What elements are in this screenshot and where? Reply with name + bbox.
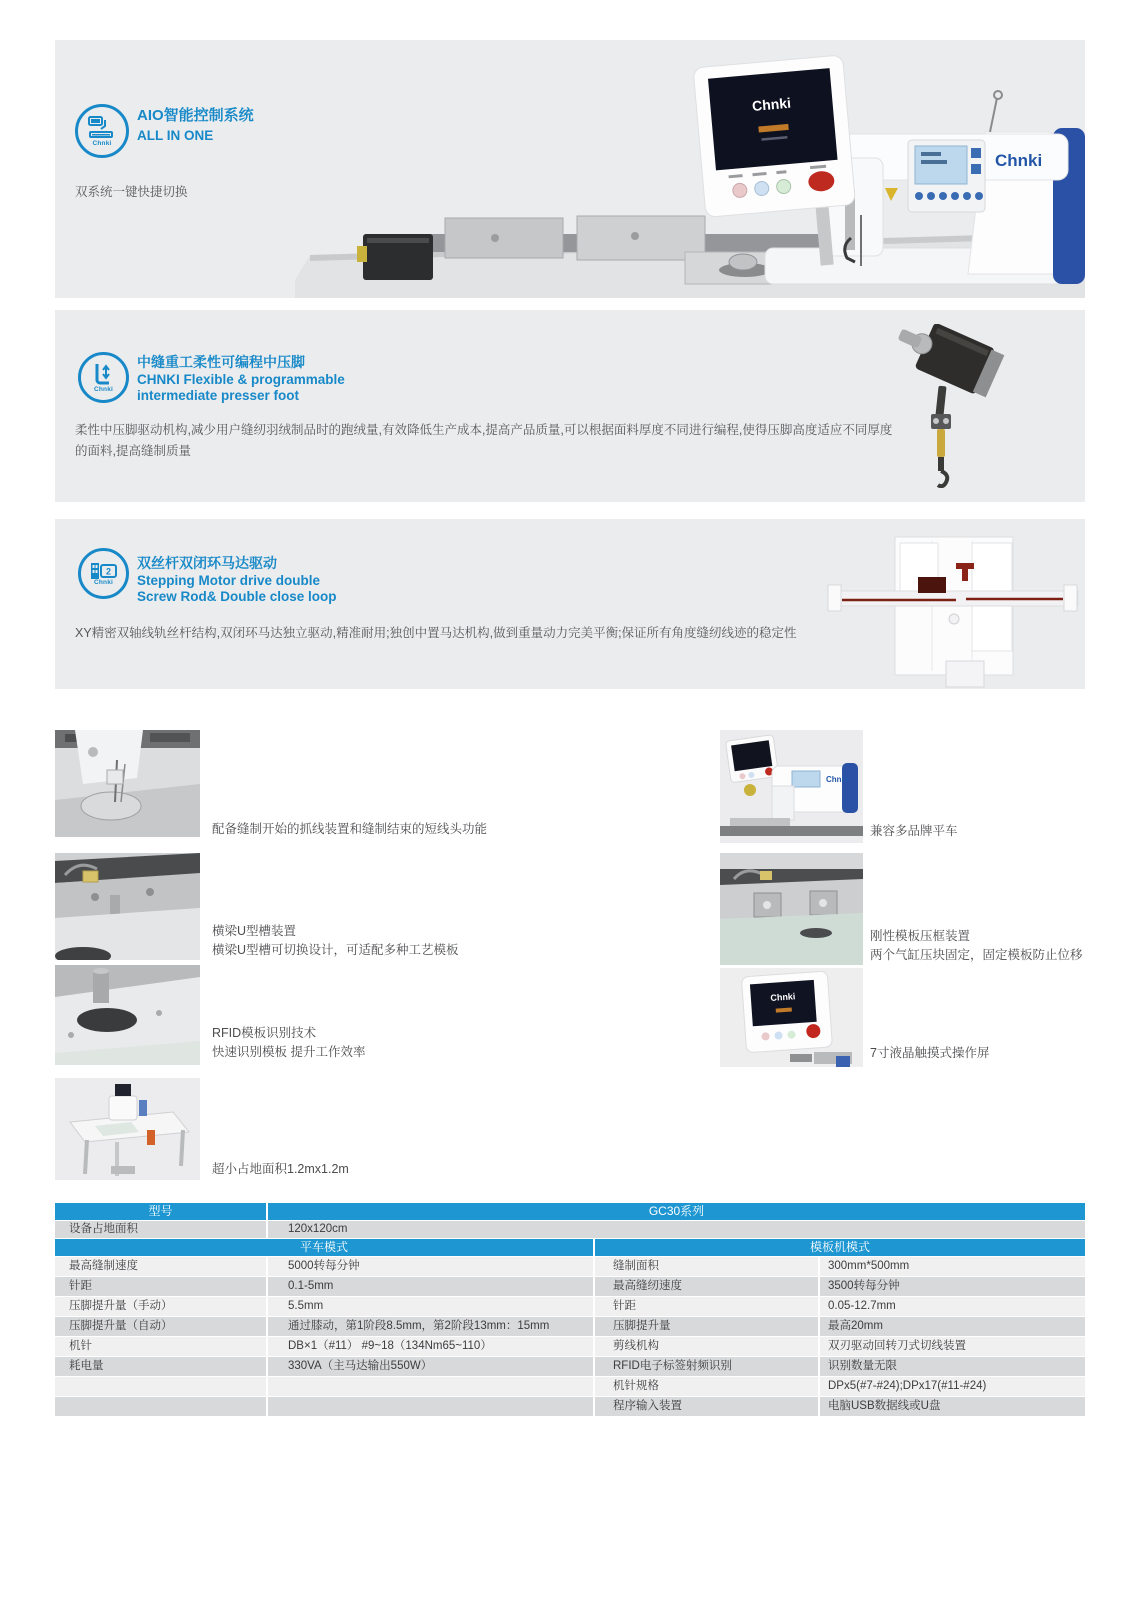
spec-value: 最高20mm (820, 1317, 1085, 1336)
compact-machine-image (55, 1078, 200, 1180)
table-row (55, 1397, 1085, 1416)
spec-label: 耗电量 (55, 1357, 268, 1376)
caption-footprint (212, 1160, 682, 1179)
spec-value: 0.05-12.7mm (820, 1297, 1085, 1316)
spec-label (55, 1397, 268, 1416)
caption-line: 横梁U型槽装置 (212, 924, 297, 938)
presser-title-en-1: CHNKI Flexible & programmable (137, 372, 345, 387)
presser-foot-motor-image (875, 324, 1015, 488)
screw-rod-icon (90, 561, 118, 581)
aio-title-zh: AIO智能控制系统 (137, 107, 254, 124)
spec-label: 缝制面积 (595, 1257, 820, 1276)
caption-rfid (212, 1024, 682, 1062)
model-value: GC30系列 (268, 1203, 1085, 1220)
template-clamp-image (720, 853, 863, 965)
motor-badge-brand: Chnki (93, 579, 114, 586)
table-row (55, 1377, 1085, 1396)
presser-badge (78, 352, 129, 403)
feature-image-clamp (720, 853, 863, 965)
spec-value: 0.1-5mm (268, 1277, 595, 1296)
svg-text:Chnki: Chnki (995, 151, 1043, 170)
feature-image-touchscreen (720, 968, 863, 1067)
spec-label: 压脚提升量 (595, 1317, 820, 1336)
feature-image-footprint (55, 1078, 200, 1180)
spec-value: DB×1（#11） #9~18（134Nm65~110） (268, 1337, 595, 1356)
motor-description: XY精密双轴线轨丝杆结构,双闭环马达独立驱动,精准耐用;独创中置马达机构,做到重量动力完美平衡;保证所有角度缝纫线迹的稳定性 (75, 626, 797, 640)
footprint-value: 120x120cm (268, 1221, 1085, 1238)
table-row-footprint (55, 1221, 1085, 1238)
spec-label (55, 1377, 268, 1396)
caption-lockstitch (870, 822, 1100, 841)
model-label: 型号 (55, 1203, 268, 1220)
aio-machine-icon (87, 116, 117, 142)
svg-text:Chnki: Chnki (826, 775, 849, 784)
motor-title-zh: 双丝杆双闭环马达驱动 (137, 555, 277, 571)
aio-title-en: ALL IN ONE (137, 128, 214, 143)
presser-description: 柔性中压脚驱动机构,减少用户缝纫羽绒制品时的跑绒量,有效降低生产成本,提高产品质量,可以根据面料厚度不同进行编程,使得压脚高度适应不同厚度的面料,提高缝制质量 (75, 423, 893, 458)
u-groove-beam-image (55, 853, 200, 960)
caption-clamp (870, 927, 1100, 965)
caption-thread-catch (212, 820, 682, 839)
spec-value: 电脑USB数据线或U盘 (820, 1397, 1085, 1416)
aio-badge-brand: Chnki (92, 139, 112, 147)
svg-text:2: 2 (105, 566, 111, 577)
spec-label: 机针 (55, 1337, 268, 1356)
caption-line: 横梁U型槽可切换设计，可适配多种工艺模板 (212, 943, 459, 957)
presser-title-zh: 中缝重工柔性可编程中压脚 (137, 354, 305, 370)
spec-value: 5.5mm (268, 1297, 595, 1316)
xy-frame-image (820, 521, 1085, 689)
caption-line: RFID模板识别技术 (212, 1026, 317, 1040)
caption-line: 刚性模板压框装置 (870, 929, 971, 943)
spec-label: 最高缝制速度 (55, 1257, 268, 1276)
caption-line: 配备缝制开始的抓线装置和缝制结束的短线头功能 (212, 822, 488, 836)
spec-label: 压脚提升量（手动） (55, 1297, 268, 1316)
thread-catch-image (55, 730, 200, 837)
section-aio (55, 40, 1085, 298)
spec-label: 机针规格 (595, 1377, 820, 1396)
spec-label: 针距 (595, 1297, 820, 1316)
section-presser-foot (55, 310, 1085, 502)
caption-touchscreen (870, 1044, 1100, 1063)
spec-label: 最高缝纫速度 (595, 1277, 820, 1296)
motor-title-en-2: Screw Rod& Double close loop (137, 589, 337, 604)
right-mode-header: 模板机模式 (595, 1239, 1085, 1256)
spec-value: 3500转每分钟 (820, 1277, 1085, 1296)
caption-line: 快速识别模板 提升工作效率 (212, 1045, 366, 1059)
feature-image-u-groove (55, 853, 200, 960)
caption-line: 两个气缸压块固定，固定模板防止位移 (870, 948, 1083, 962)
feature-image-lockstitch (720, 730, 863, 843)
motor-title-en-1: Stepping Motor drive double (137, 573, 320, 588)
table-row-model (55, 1203, 1085, 1220)
table-row (55, 1257, 1085, 1276)
presser-badge-brand: Chnki (93, 386, 114, 393)
spec-label: 剪线机构 (595, 1337, 820, 1356)
rfid-image (55, 965, 200, 1065)
spec-table (55, 1203, 1085, 1417)
table-row (55, 1277, 1085, 1296)
table-row-mode-headers (55, 1239, 1085, 1256)
table-row (55, 1357, 1085, 1376)
table-row (55, 1317, 1085, 1336)
caption-line: 兼容多品牌平车 (870, 824, 958, 838)
caption-line: 7寸液晶触摸式操作屏 (870, 1046, 990, 1060)
table-row (55, 1297, 1085, 1316)
section-stepping-motor (55, 519, 1085, 689)
motor-badge (78, 548, 129, 599)
spec-value: 双刃驱动回转刀式切线装置 (820, 1337, 1085, 1356)
presser-title-en-2: intermediate presser foot (137, 388, 300, 403)
caption-u-groove (212, 922, 682, 960)
left-mode-header: 平车模式 (55, 1239, 595, 1256)
svg-text:Chnki: Chnki (751, 94, 792, 114)
table-row (55, 1337, 1085, 1356)
spec-value: 识别数量无限 (820, 1357, 1085, 1376)
presser-foot-icon (91, 362, 117, 388)
spec-value: DPx5(#7-#24);DPx17(#11-#24) (820, 1377, 1085, 1396)
spec-value (268, 1377, 595, 1396)
spec-label: 针距 (55, 1277, 268, 1296)
spec-value: 330VA（主马达输出550W） (268, 1357, 595, 1376)
spec-value (268, 1397, 595, 1416)
caption-line: 超小占地面积1.2mx1.2m (212, 1162, 349, 1176)
footprint-label: 设备占地面积 (55, 1221, 268, 1238)
svg-text:Chnki: Chnki (770, 991, 796, 1003)
spec-value: 通过膝动，第1阶段8.5mm，第2阶段13mm：15mm (268, 1317, 595, 1336)
machine-photo (295, 40, 1085, 298)
touchscreen-image (720, 968, 863, 1067)
spec-value: 5000转每分钟 (268, 1257, 595, 1276)
spec-label: 程序输入装置 (595, 1397, 820, 1416)
spec-value: 300mm*500mm (820, 1257, 1085, 1276)
feature-image-rfid (55, 965, 200, 1065)
feature-image-thread-catch (55, 730, 200, 837)
aio-badge (75, 104, 129, 158)
lockstitch-head-image (720, 730, 863, 843)
spec-label: 压脚提升量（自动） (55, 1317, 268, 1336)
spec-label: RFID电子标签射频识别 (595, 1357, 820, 1376)
aio-description: 双系统一键快捷切换 (75, 185, 188, 199)
